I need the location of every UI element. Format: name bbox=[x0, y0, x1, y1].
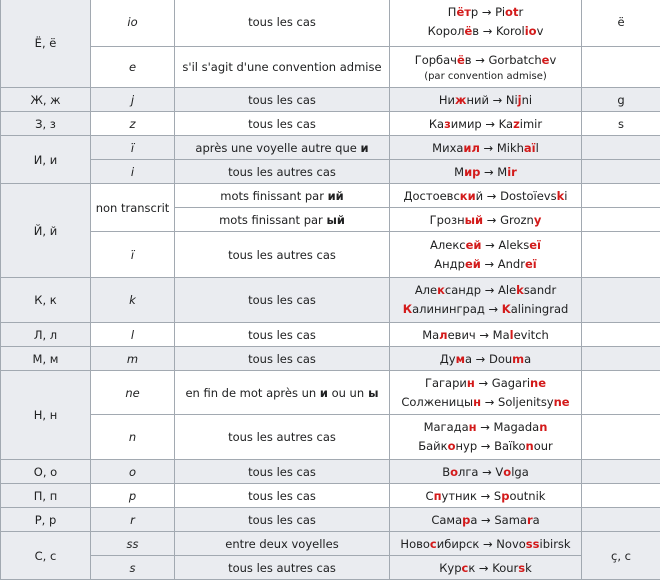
transcription: p bbox=[91, 484, 175, 508]
example-line: Нижний → Nijni bbox=[439, 93, 532, 107]
example-line: Магадан → Magadan bbox=[392, 418, 579, 437]
cyrillic-letter: И, и bbox=[1, 136, 91, 184]
example-line: Малевич → Malevitch bbox=[422, 328, 549, 342]
example-line: Андрей → Andreï bbox=[392, 255, 579, 274]
example-line: Байконур → Baïkonour bbox=[392, 437, 579, 456]
condition: en fin de mot après un и ou un ы bbox=[175, 371, 390, 415]
table-row bbox=[1, 88, 660, 112]
condition: tous les cas bbox=[175, 88, 390, 112]
alternative bbox=[582, 47, 660, 88]
alternative bbox=[582, 208, 660, 232]
condition: s'il s'agit d'une convention admise bbox=[175, 47, 390, 88]
example-line: Мир → Mir bbox=[454, 165, 517, 179]
transcription: ï bbox=[91, 232, 175, 278]
example bbox=[390, 347, 582, 371]
condition: tous les cas bbox=[175, 0, 390, 47]
table-row bbox=[1, 112, 660, 136]
transcription: io bbox=[91, 0, 175, 47]
alternative: ç, c bbox=[582, 532, 660, 580]
cyrillic-letter: Н, н bbox=[1, 371, 91, 460]
table-row bbox=[1, 508, 660, 532]
alternative bbox=[582, 508, 660, 532]
example-line: Грозный → Grozny bbox=[430, 213, 542, 227]
condition: tous les cas bbox=[175, 323, 390, 347]
example bbox=[390, 184, 582, 208]
alternative: g bbox=[582, 88, 660, 112]
condition: mots finissant par ый bbox=[175, 208, 390, 232]
condition: mots finissant par ий bbox=[175, 184, 390, 208]
example bbox=[390, 278, 582, 323]
alternative bbox=[582, 160, 660, 184]
example-line: Пётр → Piotr bbox=[392, 3, 579, 22]
condition: tous les cas bbox=[175, 278, 390, 323]
transcription: k bbox=[91, 278, 175, 323]
example-line: Казимир → Kazimir bbox=[429, 117, 542, 131]
table-row bbox=[1, 347, 660, 371]
example-line: Королёв → Koroliov bbox=[392, 22, 579, 41]
example bbox=[390, 0, 582, 47]
example-line: Дума → Douma bbox=[440, 352, 531, 366]
table-row bbox=[1, 323, 660, 347]
transcription: i bbox=[91, 160, 175, 184]
alternative: ё bbox=[582, 0, 660, 47]
condition: tous les autres cas bbox=[175, 232, 390, 278]
alternative bbox=[582, 460, 660, 484]
transcription: l bbox=[91, 323, 175, 347]
alternative bbox=[582, 323, 660, 347]
example bbox=[390, 160, 582, 184]
cyrillic-letter: З, з bbox=[1, 112, 91, 136]
table-row bbox=[1, 184, 660, 208]
alternative bbox=[582, 136, 660, 160]
example bbox=[390, 532, 582, 556]
table-row bbox=[1, 232, 660, 278]
condition: tous les cas bbox=[175, 460, 390, 484]
example-line: Михаил → Mikhaïl bbox=[432, 141, 539, 155]
example-line: Самара → Samara bbox=[431, 513, 539, 527]
condition: tous les cas bbox=[175, 484, 390, 508]
table-row bbox=[1, 371, 660, 415]
cyrillic-letter: Й, й bbox=[1, 184, 91, 278]
example-line: Волга → Volga bbox=[442, 465, 529, 479]
example bbox=[390, 112, 582, 136]
transcription: o bbox=[91, 460, 175, 484]
condition: tous les cas bbox=[175, 347, 390, 371]
example bbox=[390, 232, 582, 278]
alternative bbox=[582, 484, 660, 508]
example bbox=[390, 88, 582, 112]
table-row bbox=[1, 47, 660, 88]
example bbox=[390, 556, 582, 580]
example bbox=[390, 323, 582, 347]
alternative bbox=[582, 415, 660, 460]
transcription: n bbox=[91, 415, 175, 460]
transcription: r bbox=[91, 508, 175, 532]
example-line: Калининград → Kaliningrad bbox=[392, 300, 579, 319]
condition: tous les cas bbox=[175, 112, 390, 136]
example bbox=[390, 47, 582, 88]
example bbox=[390, 415, 582, 460]
table-row bbox=[1, 460, 660, 484]
transcription: ï bbox=[91, 136, 175, 160]
example-line: Спутник → Spoutnik bbox=[426, 489, 546, 503]
alternative bbox=[582, 232, 660, 278]
condition: tous les autres cas bbox=[175, 160, 390, 184]
example bbox=[390, 508, 582, 532]
example-line: Гагарин → Gagarine bbox=[392, 374, 579, 393]
condition: entre deux voyelles bbox=[175, 532, 390, 556]
cyrillic-letter: Ё, ё bbox=[1, 0, 91, 88]
cyrillic-letter: Ж, ж bbox=[1, 88, 91, 112]
cyrillic-letter: С, с bbox=[1, 532, 91, 580]
transcription: j bbox=[91, 88, 175, 112]
condition: tous les cas bbox=[175, 508, 390, 532]
transcription: z bbox=[91, 112, 175, 136]
example bbox=[390, 460, 582, 484]
example-line: Курск → Koursk bbox=[439, 561, 532, 575]
table-row bbox=[1, 136, 660, 160]
table-row bbox=[1, 415, 660, 460]
example bbox=[390, 484, 582, 508]
example-line: Александр → Aleksandr bbox=[392, 281, 579, 300]
table-row bbox=[1, 484, 660, 508]
example-note: (par convention admise) bbox=[392, 70, 579, 84]
alternative bbox=[582, 278, 660, 323]
alternative: s bbox=[582, 112, 660, 136]
example-line: Новосибирск → Novossibirsk bbox=[400, 537, 570, 551]
example bbox=[390, 371, 582, 415]
alternative bbox=[582, 371, 660, 415]
alternative bbox=[582, 184, 660, 208]
example-line: Горбачёв → Gorbatchev bbox=[392, 51, 579, 70]
table-row bbox=[1, 532, 660, 556]
example-line: Достоевский → Dostoïevski bbox=[404, 189, 568, 203]
example bbox=[390, 136, 582, 160]
transcription: m bbox=[91, 347, 175, 371]
transcription: ne bbox=[91, 371, 175, 415]
transcription: non transcrit bbox=[91, 184, 175, 232]
transcription: e bbox=[91, 47, 175, 88]
condition: tous les autres cas bbox=[175, 556, 390, 580]
example bbox=[390, 208, 582, 232]
alternative bbox=[582, 347, 660, 371]
condition: après une voyelle autre que и bbox=[175, 136, 390, 160]
example-line: Солженицын → Soljenitsyne bbox=[392, 393, 579, 412]
transcription: ss bbox=[91, 532, 175, 556]
table-row bbox=[1, 556, 660, 580]
example-line: Алексей → Alekseï bbox=[392, 236, 579, 255]
table-row bbox=[1, 160, 660, 184]
cyrillic-letter: П, п bbox=[1, 484, 91, 508]
table-row bbox=[1, 0, 660, 47]
cyrillic-letter: О, о bbox=[1, 460, 91, 484]
cyrillic-letter: М, м bbox=[1, 347, 91, 371]
cyrillic-letter: Р, р bbox=[1, 508, 91, 532]
cyrillic-letter: К, к bbox=[1, 278, 91, 323]
transcription: s bbox=[91, 556, 175, 580]
cyrillic-letter: Л, л bbox=[1, 323, 91, 347]
condition: tous les autres cas bbox=[175, 415, 390, 460]
table-row bbox=[1, 278, 660, 323]
